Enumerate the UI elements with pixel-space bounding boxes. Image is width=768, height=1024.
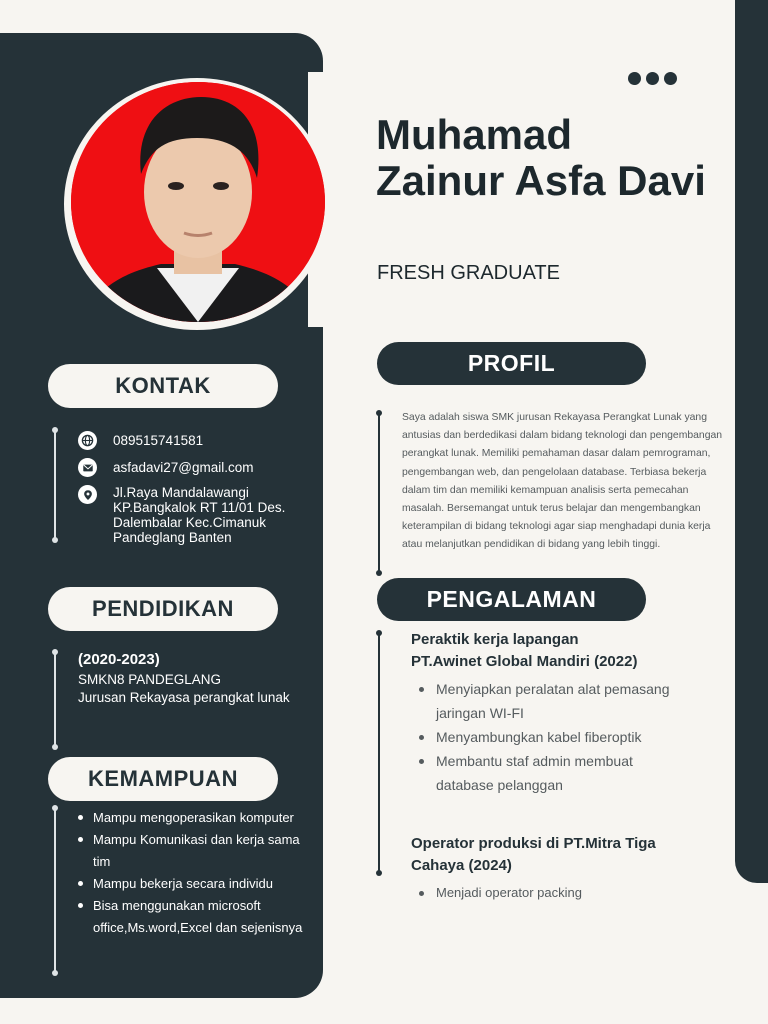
email-icon [78,458,97,477]
address-line: KP.Bangkalok RT 11/01 Des. [113,500,286,515]
globe-icon [78,431,97,450]
skills-list [76,807,306,939]
skill-item: Bisa menggunakan microsoft office,Ms.word,Excel dan sejenisnya [76,895,306,939]
contact-address [113,485,285,545]
job-task: Menyambungkan kabel fiberoptik [411,725,671,749]
contact-phone[interactable]: 089515741581 [113,433,204,448]
education-heading: PENDIDIKAN [48,587,278,631]
education-line [54,652,56,747]
person-name: Muhamad Zainur Asfa Davi [376,111,706,204]
address-line: Dalembalar Kec.Cimanuk [113,515,267,530]
skill-item: Mampu Komunikasi dan kerja sama tim [76,829,306,873]
right-decor-strip [735,0,768,883]
job-task: Membantu staf admin membuat database pelanggan [411,749,671,797]
skill-item: Mampu bekerja secara individu [76,873,306,895]
education-years: (2020-2023) [78,651,160,668]
job-title: Peraktik kerja lapangan PT.Awinet Global Mandiri (2022) [411,631,638,670]
contact-email[interactable]: asfadavi27@gmail.com [113,460,254,475]
job-task: Menjadi operator packing [411,881,661,905]
experience-heading: PENGALAMAN [377,578,646,621]
education-block [78,651,303,707]
profile-text: Saya adalah siswa SMK jurusan Rekayasa Perangkat Lunak yang antusias dan berdedikasi dalam bidang teknologi dan pengembangan perangkat lunak. Memiliki pemahaman dasar dalam pemrograman, pengembangan web, dan pengelolaan database. Terbiasa bekerja dalam tim dan memiliki kemampuan analisis serta pemecahan masalah. Bersemangat untuk terus belajar dan mengembangkan keterampilan di bidang teknologi agar siap menghadapi dunia kerja atau melanjutkan pendidikan di bidang yang lebih tinggi. [402,412,723,551]
more-dots-icon [628,72,677,85]
job-title: Operator produksi di PT.Mitra Tiga Cahaya (2024) [411,835,656,874]
skills-line [54,808,56,973]
experience-line [378,633,380,873]
profile-line [378,413,380,573]
skill-item: Mampu mengoperasikan komputer [76,807,306,829]
skills-heading: KEMAMPUAN [48,757,278,801]
job-task: Menyiapkan peralatan alat pemasang jaringan WI-FI [411,677,671,725]
education-school: SMKN8 PANDEGLANG [78,672,222,687]
contact-address-row [78,485,285,545]
experience-job [411,833,661,905]
address-line: Pandeglang Banten [113,530,232,545]
contact-heading: KONTAK [48,364,278,408]
job-task-list [411,677,671,797]
job-task-list [411,881,661,905]
address-line: Jl.Raya Mandalawangi [113,485,249,500]
contact-line [54,430,56,540]
contact-email-row [78,458,254,477]
profile-photo [71,82,325,322]
job-role: FRESH GRADUATE [377,262,560,284]
education-major: Jurusan Rekayasa perangkat lunak [78,690,290,705]
experience-job [411,629,670,797]
profile-heading: PROFIL [377,342,646,385]
contact-phone-row [78,431,203,450]
location-pin-icon [78,485,97,504]
